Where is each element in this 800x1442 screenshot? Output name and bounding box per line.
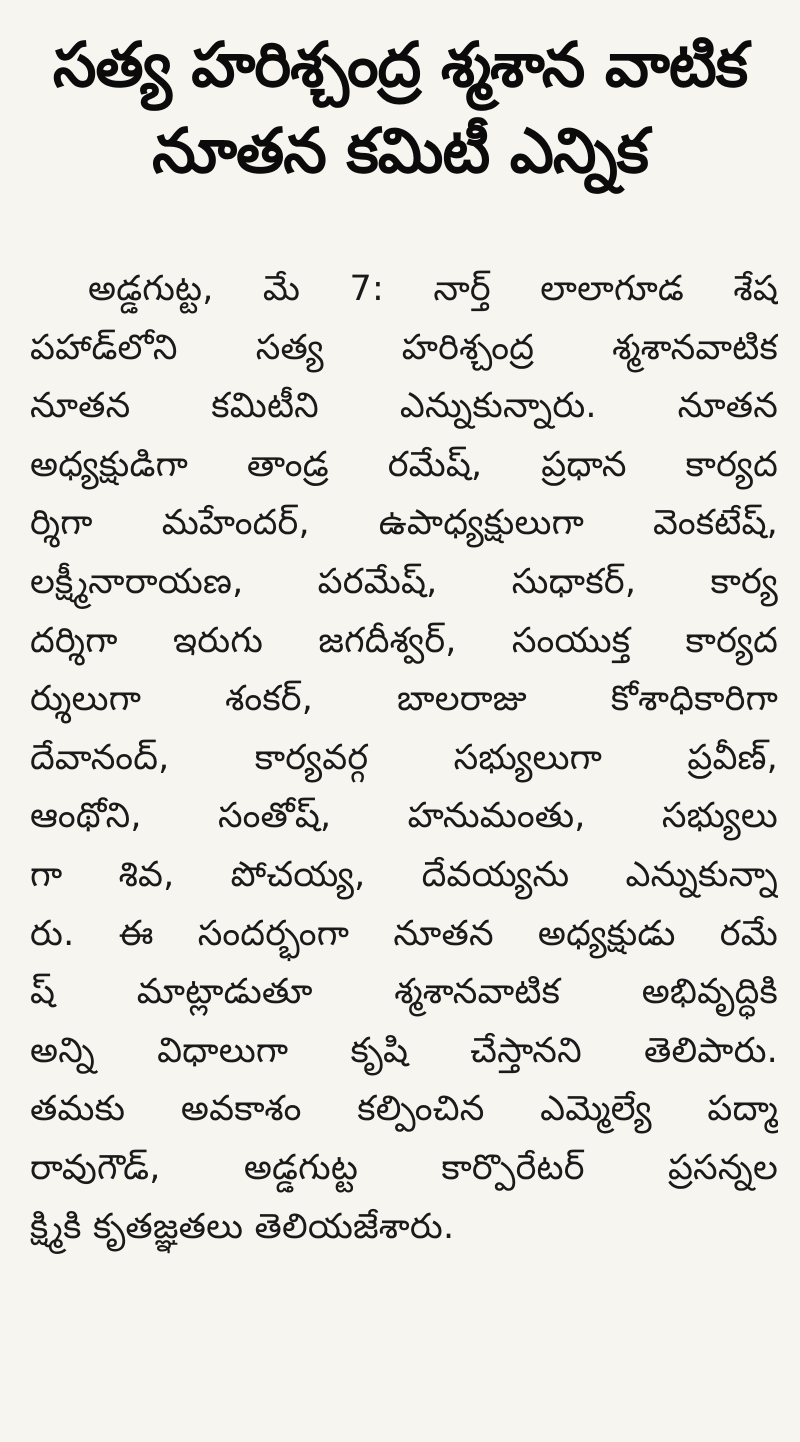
headline bbox=[0, 0, 800, 194]
body-line-13: ష్ మాట్లాడుతూ శ్మశానవాటిక అభివృద్ధికి bbox=[30, 972, 778, 1013]
body-line-17: క్ష్మికి కృతజ్ఞతలు తెలియజేశారు. bbox=[30, 1206, 455, 1247]
body-line-3: నూతన కమిటీని ఎన్నుకున్నారు. నూతన bbox=[30, 386, 778, 427]
body-line-9: దేవానంద్, కార్యవర్గ సభ్యులుగా ప్రవీణ్, bbox=[30, 737, 778, 778]
body-line-4: అధ్యక్షుడిగా తాండ్ర రమేష్, ప్రధాన కార్యద bbox=[30, 444, 778, 485]
body-line-14: అన్ని విధాలుగా కృషి చేస్తానని తెలిపారు. bbox=[30, 1030, 778, 1071]
body-line-8: ర్శులుగా శంకర్, బాలరాజు కోశాధికారిగా bbox=[30, 679, 778, 720]
body-line-5: ర్శిగా మహేందర్, ఉపాధ్యక్షులుగా వెంకటేష్, bbox=[30, 503, 778, 544]
headline-line-2: నూతన కమిటీ ఎన్నిక bbox=[152, 114, 648, 187]
article-body bbox=[30, 260, 778, 1256]
body-line-2: పహాడ్‌లోని సత్య హరిశ్చంద్ర శ్మశానవాటిక bbox=[30, 327, 778, 368]
body-line-6: లక్ష్మీనారాయణ, పరమేష్, సుధాకర్, కార్య bbox=[30, 561, 778, 602]
body-line-10: ఆంథోని, సంతోష్, హనుమంతు, సభ్యులు bbox=[30, 796, 778, 837]
body-line-1: అడ్డగుట్ట, మే 7: నార్త్ లాలాగూడ శేష bbox=[88, 269, 778, 309]
body-line-7: దర్శిగా ఇరుగు జగదీశ్వర్, సంయుక్త కార్యద bbox=[30, 620, 778, 661]
headline-line-1: సత్య హరిశ్చంద్ర శ్మశాన వాటిక bbox=[52, 28, 748, 101]
body-line-15: తమకు అవకాశం కల్పించిన ఎమ్మెల్యే పద్మా bbox=[30, 1089, 778, 1130]
body-line-12: రు. ఈ సందర్భంగా నూతన అధ్యక్షుడు రమే bbox=[30, 913, 778, 954]
body-line-16: రావుగౌడ్, అడ్డగుట్ట కార్పొరేటర్ ప్రసన్నల bbox=[30, 1147, 778, 1188]
body-line-11: గా శివ, పోచయ్య, దేవయ్యను ఎన్నుకున్నా bbox=[30, 854, 778, 895]
